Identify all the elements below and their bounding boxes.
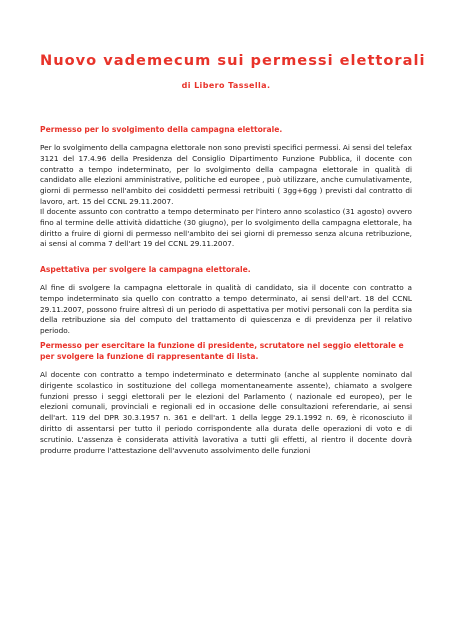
section-heading-seggio: Permesso per esercitare la funzione di presidente, scrutatore nel seggio elettorale e per svolgere la funzione di rappresentante di lista. [40,341,404,362]
author-line: di Libero Tassella. [181,81,271,90]
section-paragraph: Per lo svolgimento della campagna elettorale non sono previsti specifici permessi. Ai sensi del telefax 3121 del 17.4.96 della Presidenza del Consiglio Dipartimento Funzione Pubblica, il docente con contratto a tempo indeterminato, per lo svolgimento della campagna elettorale in qualità di candidato alle elezioni amministrative, politiche ed europee , può utilizzare, anche cumulativamente, giorni di permesso nell'ambito dei cosiddetti permessi retribuiti ( 3gg+6gg ) previsti dal contratto di lavoro, art. 15 del CCNL 29.11.2007. [40,143,413,206]
section-paragraph: Al docente con contratto a tempo indeterminato e determinato (anche al supplente nominato dal dirigente scolastico in sostituzione del collega momentaneamente assente), chiamato a svolgere funzioni presso i seggi elettorali per le elezioni del Parlamento ( nazionale ed europeo), per le elezioni comunali, provinciali e regionali ed in occasione delle consultazioni referendarie, ai sensi dell'art. 119 del DPR 30.3.1957 n. 361 e dell'art. 1 della legge 29.1.1992 n. 69, è riconosciuto il diritto di assentarsi per tutto il periodo corrispondente alla durata delle operazioni di voto e di scrutinio. L'assenza è considerata attività lavorativa a tutti gli effetti, al rientro il docente dovrà produrre produrre l'attestazione dell'avvenuto assolvimento delle funzioni [40,370,412,455]
section-paragraph: Il docente assunto con contratto a tempo determinato per l'intero anno scolastico (31 agosto) ovvero fino al termine delle attività didattiche (30 giugno), per lo svolgimento della campagna elettorale, ha diritto a fruire di giorni di permesso nell'ambito dei sei giorni di premesso senza alcuna retribuzione, ai sensi al comma 7 dell'art 19 del CCNL 29.11.2007. [40,207,412,249]
section-heading-campagna: Permesso per lo svolgimento della campagna elettorale. [40,125,283,134]
section-paragraph: Al fine di svolgere la campagna elettorale in qualità di candidato, sia il docente con contratto a tempo indeterminato sia quello con contratto a tempo determinato, ai sensi dell'art. 18 del CCNL 29.11.2007, possono fruire altresì di un periodo di aspettativa per motivi personali con la perdita sia della retribuzione sia del computo del trattamento di quiescenza e di previdenza per il relativo periodo. [40,283,412,336]
document-title: Nuovo vademecum sui permessi elettorali [40,52,426,69]
section-heading-aspettativa: Aspettativa per svolgere la campagna elettorale. [40,265,251,274]
